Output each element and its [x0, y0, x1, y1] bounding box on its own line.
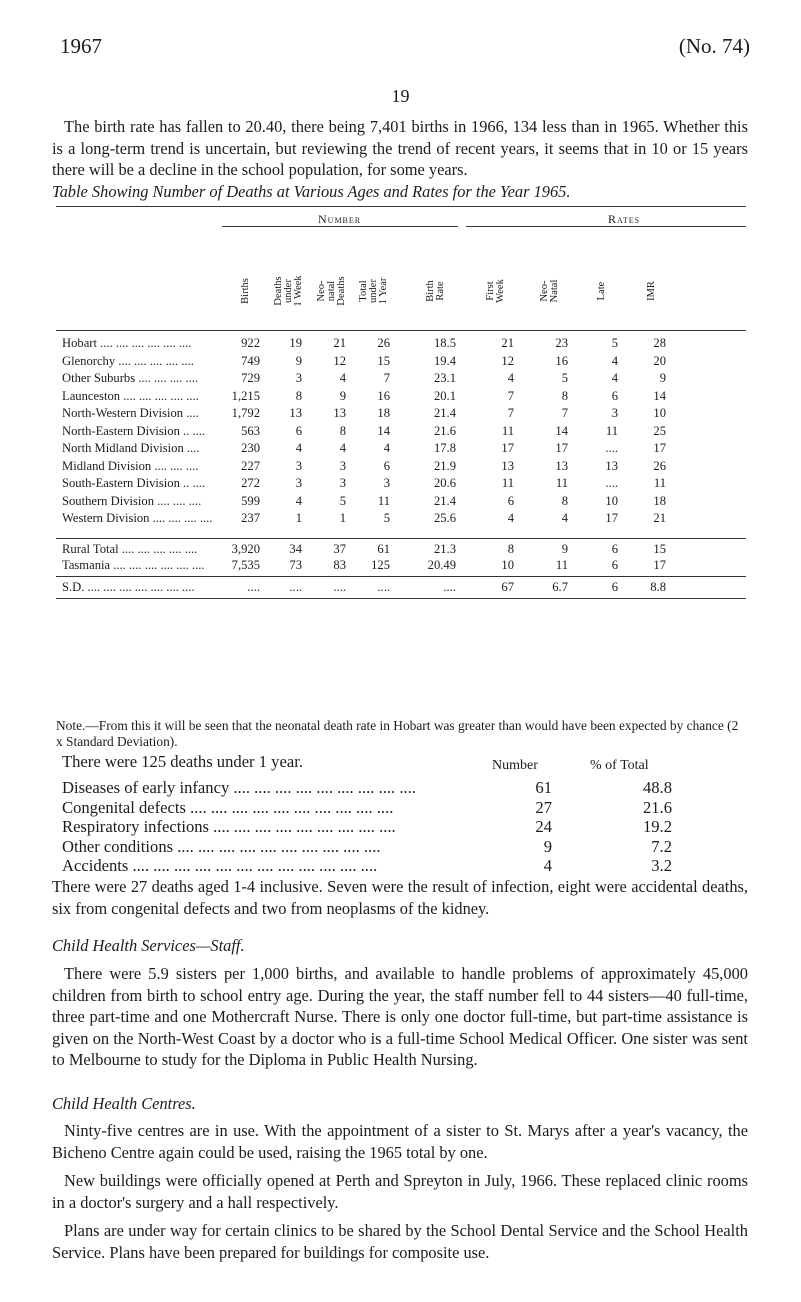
table-cell: 11: [501, 476, 514, 490]
cause-number: 27: [535, 797, 552, 817]
row-label: Midland Division .... .... ....: [62, 458, 199, 473]
table-cell: 3: [339, 458, 346, 473]
column-header: Late: [596, 281, 607, 301]
column-header: Total under 1 Year: [358, 277, 389, 305]
year-label: 1967: [60, 34, 102, 58]
table-row: [56, 389, 746, 405]
table-cell: 12: [333, 353, 346, 368]
table-cell: 67: [501, 580, 514, 594]
summary-row: [62, 817, 702, 837]
cause-name: Respiratory infections .... .... .... .... .... .... .... .... ....: [62, 817, 396, 836]
table-cell: 4: [611, 353, 618, 368]
table-cell: 1: [339, 511, 346, 525]
row-label: South-Eastern Division .. ....: [62, 476, 206, 490]
table-cell: 922: [241, 336, 260, 350]
table-cell: ....: [605, 476, 618, 490]
table-cell: 7,535: [231, 558, 260, 572]
document-number: (No. 74): [678, 34, 750, 58]
table-cell: 14: [377, 423, 390, 438]
table-row: [56, 406, 746, 422]
table-cell: ....: [333, 580, 346, 594]
table-cell: ....: [605, 441, 618, 455]
table-note: Note.—From this it will be seen that the neonatal death rate in Hobart was greater than would have been expected by chance (2 x Standard Deviation).: [56, 718, 739, 749]
table-cell: 4: [383, 441, 390, 455]
cause-name: Other conditions .... .... .... .... .... .... .... .... .... ....: [62, 836, 381, 856]
row-label: North Midland Division ....: [62, 441, 200, 455]
table-cell: 61: [377, 542, 390, 556]
intro-paragraph: The birth rate has fallen to 20.40, there being 7,401 births in 1966, 134 less than in 1965. Whether this is a long-term trend is uncertain, but reviewing the trend of recent years, it seems that in 10 or 15 years there will be a decline in the school population, for some years.: [52, 117, 748, 179]
group-rates-label: Rates: [608, 212, 641, 226]
table-cell: 17: [501, 441, 514, 455]
table-cell: 20.1: [433, 388, 456, 403]
row-label: North-Eastern Division .. ....: [62, 423, 206, 438]
table-row: [56, 459, 746, 475]
table-cell: 21: [501, 336, 514, 350]
sd-row: [56, 580, 746, 596]
table-cell: 7: [507, 406, 514, 420]
centres-heading: Child Health Centres.: [52, 1094, 196, 1113]
cause-percent: 48.8: [642, 778, 672, 797]
table-cell: 8: [561, 388, 568, 403]
table-cell: 21.9: [433, 458, 456, 473]
table-cell: 16: [377, 388, 390, 403]
table-cell: 25.6: [433, 511, 456, 525]
centres-paragraph-2: New buildings were officially opened at Perth and Spreyton in July, 1966. These replaced clinic rooms in a doctor's surgery and a hall respectively.: [52, 1171, 748, 1212]
table-cell: ....: [443, 580, 456, 594]
row-label: Southern Division .... .... ....: [62, 493, 202, 508]
table-cell: 17: [605, 511, 618, 525]
row-label: Western Division .... .... .... ....: [62, 511, 213, 525]
column-header: IMR: [646, 281, 657, 301]
cause-number: 4: [543, 856, 552, 875]
table-row: [56, 336, 746, 352]
table-cell: 11: [555, 476, 568, 490]
table-cell: 11: [653, 476, 666, 490]
table-cell: 749: [241, 353, 260, 368]
cause-percent: 21.6: [642, 797, 672, 817]
table-cell: 3,920: [231, 542, 260, 556]
table-cell: 14: [653, 388, 666, 403]
table-cell: 237: [241, 511, 260, 525]
summary-row: [62, 798, 702, 818]
table-cell: 3: [295, 476, 302, 490]
table-cell: 7: [507, 388, 514, 403]
table-cell: 15: [653, 542, 666, 556]
header-bottom-rule: [56, 330, 746, 331]
table-cell: 11: [555, 558, 568, 572]
table-cell: 9: [659, 371, 666, 385]
table-row: [56, 476, 746, 492]
table-cell: 4: [611, 371, 618, 385]
table-cell: 8: [295, 388, 302, 403]
table-cell: 26: [377, 336, 390, 350]
summary-row: [62, 778, 702, 798]
summary-row: [62, 837, 702, 857]
table-cell: 20: [653, 353, 666, 368]
table-cell: 5: [611, 336, 618, 350]
table-cell: 6: [295, 423, 302, 438]
table-cell: 28: [653, 336, 666, 350]
table-row: [56, 511, 746, 527]
table-cell: 14: [555, 423, 568, 438]
cause-name: Congenital defects .... .... .... .... .... .... .... .... .... ....: [62, 797, 394, 817]
table-cell: 17: [653, 558, 666, 572]
table-cell: 6: [507, 493, 514, 508]
table-cell: 23.1: [433, 371, 456, 385]
table-cell: 729: [241, 371, 260, 385]
table-cell: 10: [605, 493, 618, 508]
table-title: Table Showing Number of Deaths at Various Ages and Rates for the Year 1965.: [52, 182, 571, 201]
table-cell: 4: [295, 493, 302, 508]
table-cell: 7: [561, 406, 568, 420]
centres-paragraph-3: Plans are under way for certain clinics to be shared by the School Dental Service and the School Health Service. Plans have been prepared for buildings for composite use.: [52, 1221, 748, 1262]
summary-col-pct: % of Total: [590, 758, 649, 773]
table-cell: 230: [241, 441, 260, 455]
table-cell: 17: [653, 441, 666, 455]
table-cell: 3: [295, 458, 302, 473]
staff-paragraph: There were 5.9 sisters per 1,000 births, and available to handle problems of approximately 45,000 children from birth to school entry age. During the year, the staff number fell to 44 sisters—40 full-time, three part-time and one Mothercraft Nurse. There is only one doctor full-time, but part-time assistance is given on the North-West Coast by a doctor who is a full-time School Medical Officer. One sister was sent to Melbourne to study for the Diploma in Public Health Nursing.: [52, 964, 748, 1069]
table-cell: 5: [383, 511, 390, 525]
staff-heading: Child Health Services—Staff.: [52, 936, 245, 955]
table-cell: 8: [561, 493, 568, 508]
cause-percent: 3.2: [651, 856, 672, 875]
table-cell: 6.7: [552, 580, 568, 594]
row-label: Launceston .... .... .... .... ....: [62, 388, 199, 403]
table-row: [56, 441, 746, 457]
table-cell: 3: [295, 371, 302, 385]
cause-name: Diseases of early infancy .... .... .... .... .... .... .... .... ....: [62, 778, 416, 797]
table-bottom-rule: [56, 598, 746, 599]
table-cell: 17.8: [433, 441, 456, 455]
group-number-rule: [222, 226, 458, 227]
cause-percent: 19.2: [642, 817, 672, 836]
table-cell: 9: [339, 388, 346, 403]
table-cell: 4: [339, 371, 346, 385]
row-label: Glenorchy .... .... .... .... ....: [62, 353, 194, 368]
table-cell: 18: [653, 493, 666, 508]
table-cell: 16: [555, 353, 568, 368]
table-cell: 23: [555, 336, 568, 350]
table-row: [56, 494, 746, 510]
cause-number: 9: [543, 836, 552, 856]
cause-number: 24: [535, 817, 552, 836]
table-row: [56, 371, 746, 387]
table-cell: 11: [605, 423, 618, 438]
table-cell: 17: [555, 441, 568, 455]
table-cell: 6: [611, 388, 618, 403]
table-cell: 7: [383, 371, 390, 385]
table-cell: 5: [339, 493, 346, 508]
cause-name: Accidents .... .... .... .... .... .... .... .... .... .... .... ....: [62, 856, 378, 875]
total-row: [56, 542, 746, 558]
table-cell: 11: [377, 493, 390, 508]
row-label: Other Suburbs .... .... .... ....: [62, 371, 199, 385]
table-cell: 13: [333, 406, 346, 420]
table-cell: 1: [295, 511, 302, 525]
table-cell: 4: [561, 511, 568, 525]
table-cell: 12: [501, 353, 514, 368]
row-label: Hobart .... .... .... .... .... ....: [62, 336, 192, 350]
table-cell: 11: [501, 423, 514, 438]
table-cell: 563: [241, 423, 260, 438]
row-label: S.D. .... .... .... .... .... .... ....: [62, 580, 195, 594]
table-cell: 9: [295, 353, 302, 368]
table-cell: 6: [383, 458, 390, 473]
table-cell: 4: [339, 441, 346, 455]
table-cell: 21: [333, 336, 346, 350]
table-cell: 4: [507, 511, 514, 525]
column-header: Neo- Natal: [539, 279, 560, 303]
table-cell: 15: [377, 353, 390, 368]
table-cell: 18: [377, 406, 390, 420]
table-cell: ....: [377, 580, 390, 594]
section-rule: [56, 538, 746, 539]
table-row: [56, 354, 746, 370]
row-label: North-Western Division ....: [62, 406, 199, 420]
summary-row: [62, 856, 702, 876]
table-cell: 13: [289, 406, 302, 420]
page-number: 19: [391, 86, 410, 106]
group-rates-rule: [466, 226, 746, 227]
table-cell: 19: [289, 336, 302, 350]
summary-after: There were 27 deaths aged 1-4 inclusive. Seven were the result of infection, eight were accidental deaths, six from congenital defects and two from neoplasms of the kidney.: [52, 877, 748, 918]
table-cell: 20.6: [433, 476, 456, 490]
column-header: Births: [240, 278, 251, 304]
table-cell: 13: [501, 458, 514, 473]
column-header: Deaths under 1 Week: [273, 275, 304, 307]
table-cell: 13: [555, 458, 568, 473]
table-cell: 8: [507, 542, 514, 556]
table-cell: 10: [501, 558, 514, 572]
table-cell: 10: [653, 406, 666, 420]
summary-title: There were 125 deaths under 1 year.: [62, 752, 303, 771]
table-cell: 21.3: [433, 542, 456, 556]
table-cell: ....: [289, 580, 302, 594]
totals-rule: [56, 576, 746, 577]
table-cell: 227: [241, 458, 260, 473]
table-cell: 13: [605, 458, 618, 473]
column-header: Neo- natal Deaths: [316, 276, 347, 306]
table-cell: 34: [289, 542, 302, 556]
table-cell: 26: [653, 458, 666, 473]
table-top-rule: [56, 206, 746, 207]
row-label: Rural Total .... .... .... .... ....: [62, 542, 198, 556]
table-cell: 4: [295, 441, 302, 455]
table-cell: 21.4: [433, 406, 456, 420]
cause-percent: 7.2: [651, 836, 672, 856]
table-cell: 21.6: [433, 423, 456, 438]
cause-number: 61: [535, 778, 552, 797]
column-header: First Week: [485, 279, 506, 303]
table-cell: 6: [611, 542, 618, 556]
table-cell: ....: [247, 580, 260, 594]
table-cell: 21.4: [433, 493, 456, 508]
table-cell: 83: [333, 558, 346, 572]
table-cell: 18.5: [433, 336, 456, 350]
table-cell: 599: [241, 493, 260, 508]
table-cell: 4: [507, 371, 514, 385]
row-label: Tasmania .... .... .... .... .... ....: [62, 558, 205, 572]
table-cell: 21: [653, 511, 666, 525]
table-cell: 19.4: [433, 353, 456, 368]
table-cell: 73: [289, 558, 302, 572]
centres-paragraph-1: Ninty-five centres are in use. With the appointment of a sister to St. Marys after a year's vacancy, the Bicheno Centre again could be used, raising the 1965 total by one.: [52, 1121, 748, 1162]
group-number-label: Number: [318, 212, 362, 226]
table-cell: 25: [653, 423, 666, 438]
table-cell: 6: [611, 558, 618, 572]
table-cell: 6: [611, 580, 618, 594]
table-cell: 8: [339, 423, 346, 438]
table-cell: 9: [561, 542, 568, 556]
total-row: [56, 558, 746, 574]
table-cell: 8.8: [650, 580, 666, 594]
table-cell: 3: [339, 476, 346, 490]
table-cell: 125: [371, 558, 390, 572]
summary-col-number: Number: [492, 758, 538, 773]
table-cell: 272: [241, 476, 260, 490]
table-cell: 3: [383, 476, 390, 490]
column-header: Birth Rate: [425, 280, 446, 302]
table-cell: 20.49: [427, 558, 456, 572]
table-cell: 37: [333, 542, 346, 556]
table-cell: 3: [611, 406, 618, 420]
table-cell: 1,215: [231, 388, 260, 403]
table-row: [56, 424, 746, 440]
table-cell: 5: [561, 371, 568, 385]
table-cell: 1,792: [231, 406, 260, 420]
